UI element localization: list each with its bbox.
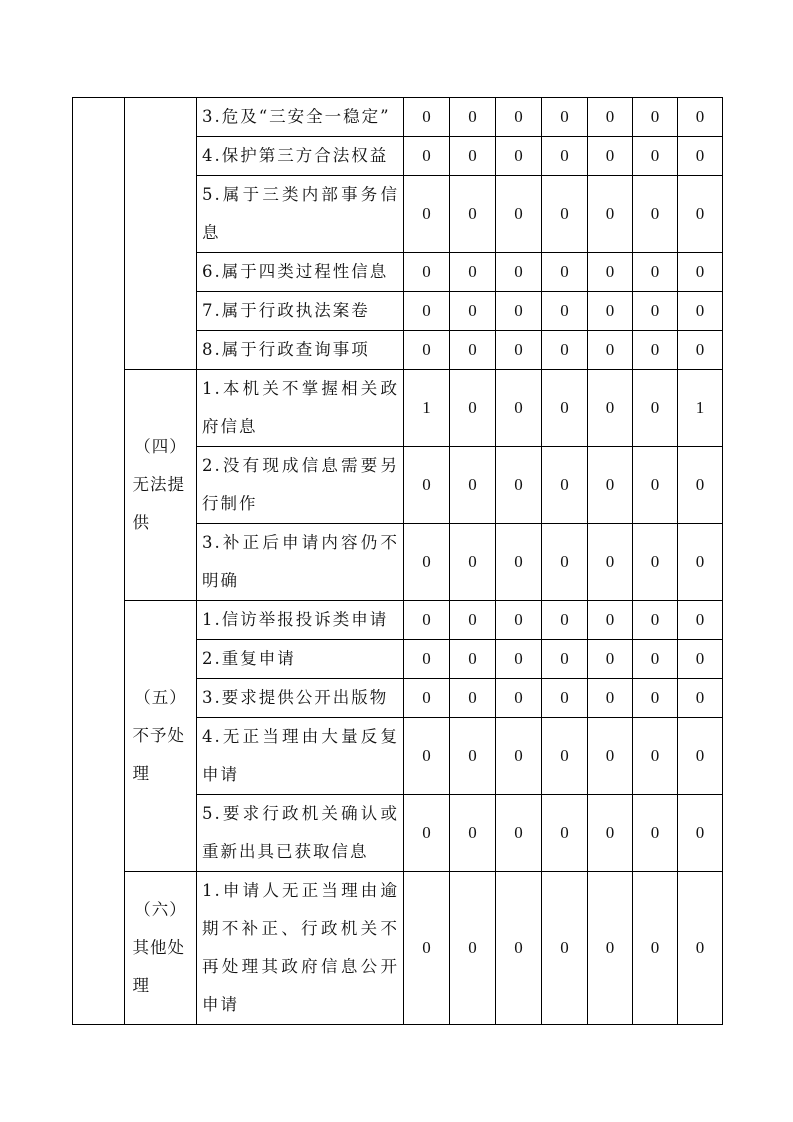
- value-cell: 0: [450, 795, 496, 872]
- value-cell: 0: [588, 524, 633, 601]
- value-cell: 0: [450, 137, 496, 176]
- value-cell: 0: [678, 524, 723, 601]
- value-cell: 0: [542, 524, 588, 601]
- value-cell: 0: [633, 640, 678, 679]
- value-cell: 0: [404, 524, 450, 601]
- value-cell: 1: [404, 370, 450, 447]
- value-cell: 0: [633, 292, 678, 331]
- statistics-table: [72, 97, 723, 1025]
- value-cell: 0: [404, 98, 450, 137]
- value-cell: 0: [633, 601, 678, 640]
- value-cell: 0: [496, 601, 542, 640]
- category-label: （五）: [134, 688, 187, 707]
- value-cell: 0: [404, 176, 450, 253]
- item-cell: 2.没有现成信息需要另行制作: [197, 447, 404, 524]
- item-cell: 1.信访举报投诉类申请: [197, 601, 404, 640]
- value-cell: 0: [678, 292, 723, 331]
- item-cell: 5.属于三类内部事务信息: [197, 176, 404, 253]
- value-cell: 0: [496, 137, 542, 176]
- item-cell: 1.申请人无正当理由逾期不补正、行政机关不再处理其政府信息公开申请: [197, 872, 404, 1025]
- value-cell: 0: [542, 601, 588, 640]
- item-cell: 3.补正后申请内容仍不明确: [197, 524, 404, 601]
- item-cell: 2.重复申请: [197, 640, 404, 679]
- value-cell: 0: [588, 331, 633, 370]
- value-cell: 0: [542, 370, 588, 447]
- value-cell: 0: [633, 253, 678, 292]
- value-cell: 0: [678, 447, 723, 524]
- item-cell: 6.属于四类过程性信息: [197, 253, 404, 292]
- value-cell: 0: [633, 447, 678, 524]
- value-cell: 0: [404, 601, 450, 640]
- value-cell: 0: [496, 292, 542, 331]
- value-cell: 0: [678, 679, 723, 718]
- value-cell: 0: [588, 679, 633, 718]
- category-cell: [125, 872, 197, 1025]
- value-cell: 0: [588, 370, 633, 447]
- item-cell: 3.危及“三安全一稳定”: [197, 98, 404, 137]
- value-cell: 0: [404, 872, 450, 1025]
- item-cell: 1.本机关不掌握相关政府信息: [197, 370, 404, 447]
- value-cell: 0: [542, 640, 588, 679]
- category-cell: [125, 98, 197, 370]
- value-cell: 0: [404, 640, 450, 679]
- value-cell: 0: [496, 718, 542, 795]
- value-cell: 0: [404, 331, 450, 370]
- value-cell: 1: [678, 370, 723, 447]
- value-cell: 0: [542, 872, 588, 1025]
- value-cell: 0: [678, 640, 723, 679]
- value-cell: 0: [496, 98, 542, 137]
- value-cell: 0: [450, 253, 496, 292]
- table-body: [73, 98, 723, 1025]
- value-cell: 0: [633, 370, 678, 447]
- value-cell: 0: [633, 524, 678, 601]
- value-cell: 0: [678, 872, 723, 1025]
- category-cell: [125, 601, 197, 872]
- value-cell: 0: [404, 253, 450, 292]
- value-cell: 0: [542, 98, 588, 137]
- table-row: [73, 601, 723, 640]
- value-cell: 0: [450, 176, 496, 253]
- value-cell: 0: [542, 679, 588, 718]
- value-cell: 0: [450, 292, 496, 331]
- value-cell: 0: [588, 601, 633, 640]
- category-name: 其他处理: [132, 938, 185, 995]
- value-cell: 0: [588, 795, 633, 872]
- value-cell: 0: [450, 872, 496, 1025]
- value-cell: 0: [404, 137, 450, 176]
- value-cell: 0: [496, 872, 542, 1025]
- value-cell: 0: [678, 253, 723, 292]
- value-cell: 0: [450, 331, 496, 370]
- value-cell: 0: [404, 447, 450, 524]
- item-cell: 4.无正当理由大量反复申请: [197, 718, 404, 795]
- item-cell: 8.属于行政查询事项: [197, 331, 404, 370]
- value-cell: 0: [496, 370, 542, 447]
- value-cell: 0: [404, 795, 450, 872]
- item-cell: 3.要求提供公开出版物: [197, 679, 404, 718]
- value-cell: 0: [588, 718, 633, 795]
- value-cell: 0: [588, 640, 633, 679]
- value-cell: 0: [404, 679, 450, 718]
- value-cell: 0: [496, 253, 542, 292]
- value-cell: 0: [496, 331, 542, 370]
- value-cell: 0: [450, 601, 496, 640]
- value-cell: 0: [588, 872, 633, 1025]
- category-label: （四）: [134, 437, 187, 456]
- item-cell: 7.属于行政执法案卷: [197, 292, 404, 331]
- value-cell: 0: [588, 137, 633, 176]
- value-cell: 0: [678, 98, 723, 137]
- table-row: [73, 872, 723, 1025]
- value-cell: 0: [404, 292, 450, 331]
- value-cell: 0: [496, 640, 542, 679]
- value-cell: 0: [404, 718, 450, 795]
- value-cell: 0: [588, 447, 633, 524]
- value-cell: 0: [496, 447, 542, 524]
- value-cell: 0: [633, 679, 678, 718]
- value-cell: 0: [633, 718, 678, 795]
- value-cell: 0: [542, 447, 588, 524]
- value-cell: 0: [633, 137, 678, 176]
- item-cell: 5.要求行政机关确认或重新出具已获取信息: [197, 795, 404, 872]
- value-cell: 0: [542, 795, 588, 872]
- value-cell: 0: [450, 370, 496, 447]
- value-cell: 0: [588, 292, 633, 331]
- value-cell: 0: [542, 718, 588, 795]
- value-cell: 0: [496, 679, 542, 718]
- table-row: [73, 370, 723, 447]
- value-cell: 0: [588, 253, 633, 292]
- value-cell: 0: [542, 176, 588, 253]
- outer-category-cell: [73, 98, 125, 1025]
- value-cell: 0: [542, 137, 588, 176]
- value-cell: 0: [678, 137, 723, 176]
- value-cell: 0: [542, 292, 588, 331]
- value-cell: 0: [678, 601, 723, 640]
- item-cell: 4.保护第三方合法权益: [197, 137, 404, 176]
- value-cell: 0: [633, 872, 678, 1025]
- value-cell: 0: [678, 718, 723, 795]
- value-cell: 0: [450, 679, 496, 718]
- value-cell: 0: [678, 331, 723, 370]
- value-cell: 0: [450, 98, 496, 137]
- value-cell: 0: [633, 176, 678, 253]
- value-cell: 0: [588, 98, 633, 137]
- value-cell: 0: [678, 176, 723, 253]
- value-cell: 0: [678, 795, 723, 872]
- value-cell: 0: [542, 331, 588, 370]
- category-name: 无法提供: [132, 475, 185, 532]
- value-cell: 0: [633, 795, 678, 872]
- value-cell: 0: [450, 524, 496, 601]
- value-cell: 0: [588, 176, 633, 253]
- value-cell: 0: [450, 640, 496, 679]
- table-row: [73, 98, 723, 137]
- value-cell: 0: [496, 795, 542, 872]
- value-cell: 0: [496, 524, 542, 601]
- value-cell: 0: [633, 331, 678, 370]
- value-cell: 0: [633, 98, 678, 137]
- value-cell: 0: [496, 176, 542, 253]
- value-cell: 0: [450, 718, 496, 795]
- category-label: （六）: [134, 900, 187, 919]
- value-cell: 0: [450, 447, 496, 524]
- value-cell: 0: [542, 253, 588, 292]
- category-name: 不予处理: [132, 726, 185, 783]
- category-cell: [125, 370, 197, 601]
